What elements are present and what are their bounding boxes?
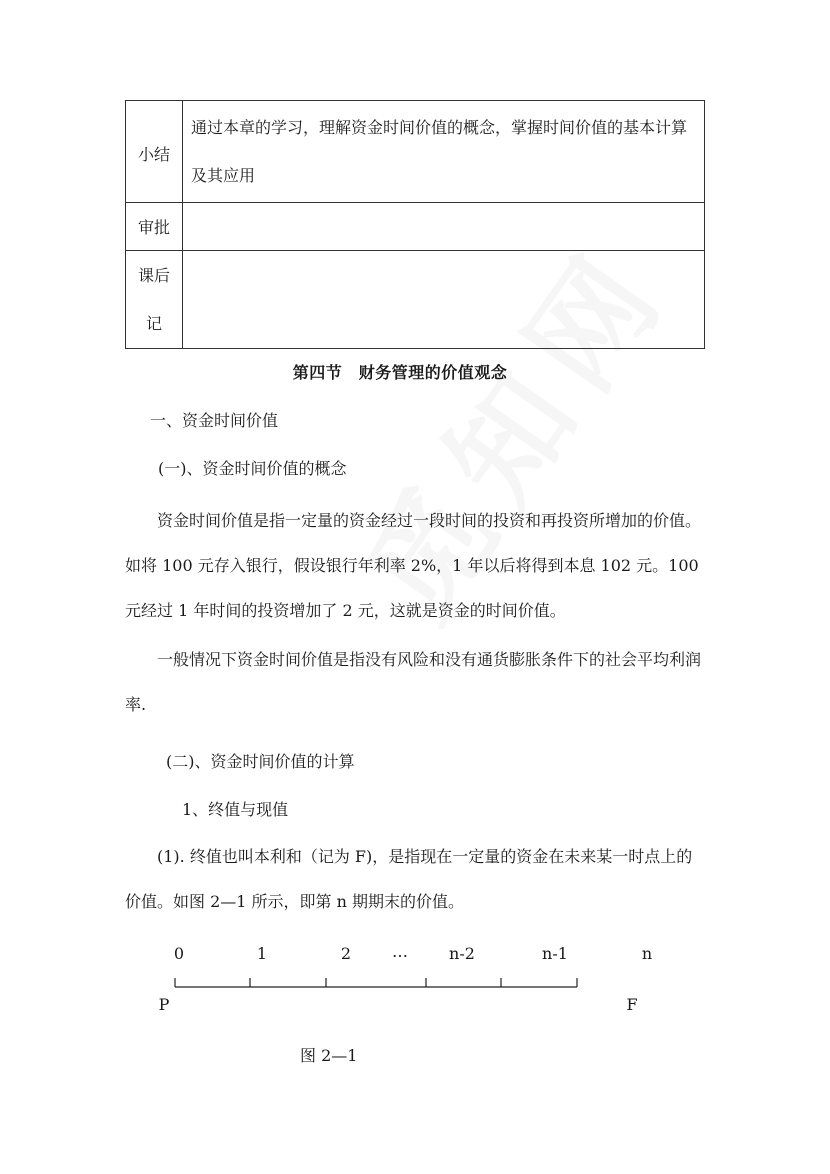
- tick-label-n-1: n-1: [542, 944, 568, 963]
- paragraph-definition: 资金时间价值是指一定量的资金经过一段时间的投资和再投资所增加的价值。如将 100 元存入银行，假设银行年利率 2%，1 年以后将得到本息 102 元。100 元经过 1 年时间的投资增加了 2 元，这就是资金的时间价值。: [125, 511, 702, 620]
- tick-label-ellipsis: …: [392, 942, 408, 961]
- heading-future-present-value: 1、终值与现值: [182, 800, 289, 819]
- paragraph-future-value: (1). 终值也叫本利和（记为 F)，是指现在一定量的资金在未来某一时点上的价值。如图 2—1 所示，即第 n 期期末的价值。: [125, 847, 693, 911]
- heading-time-value: 一、资金时间价值: [150, 411, 279, 430]
- tick-label-n-2: n-2: [449, 944, 475, 963]
- present-value-label: P: [158, 995, 170, 1014]
- future-value-label: F: [626, 995, 638, 1014]
- tick-label-1: 1: [256, 944, 268, 963]
- tick-label-n: n: [641, 944, 653, 963]
- notes-label-line-2: 记: [145, 313, 162, 333]
- figure-caption: 图 2—1: [300, 1046, 358, 1065]
- tick-label-2: 2: [340, 944, 352, 963]
- section-title: 第四节 财务管理的价值观念: [292, 363, 508, 382]
- paragraph-general: 一般情况下资金时间价值是指没有风险和没有通货膨胀条件下的社会平均利润率.: [125, 650, 702, 714]
- approval-label: 审批: [126, 203, 183, 251]
- summary-label: 小结: [126, 101, 183, 203]
- summary-line-1: 通过本章的学习，理解资金时间价值的概念，掌握时间价值的基本计算: [191, 117, 688, 137]
- tick-label-0: 0: [173, 944, 185, 963]
- heading-calculation: (二)、资金时间价值的计算: [166, 752, 355, 771]
- heading-concept: (一)、资金时间价值的概念: [158, 459, 347, 478]
- notes-label-line-1: 课后: [137, 265, 170, 285]
- summary-line-2: 及其应用: [191, 165, 256, 185]
